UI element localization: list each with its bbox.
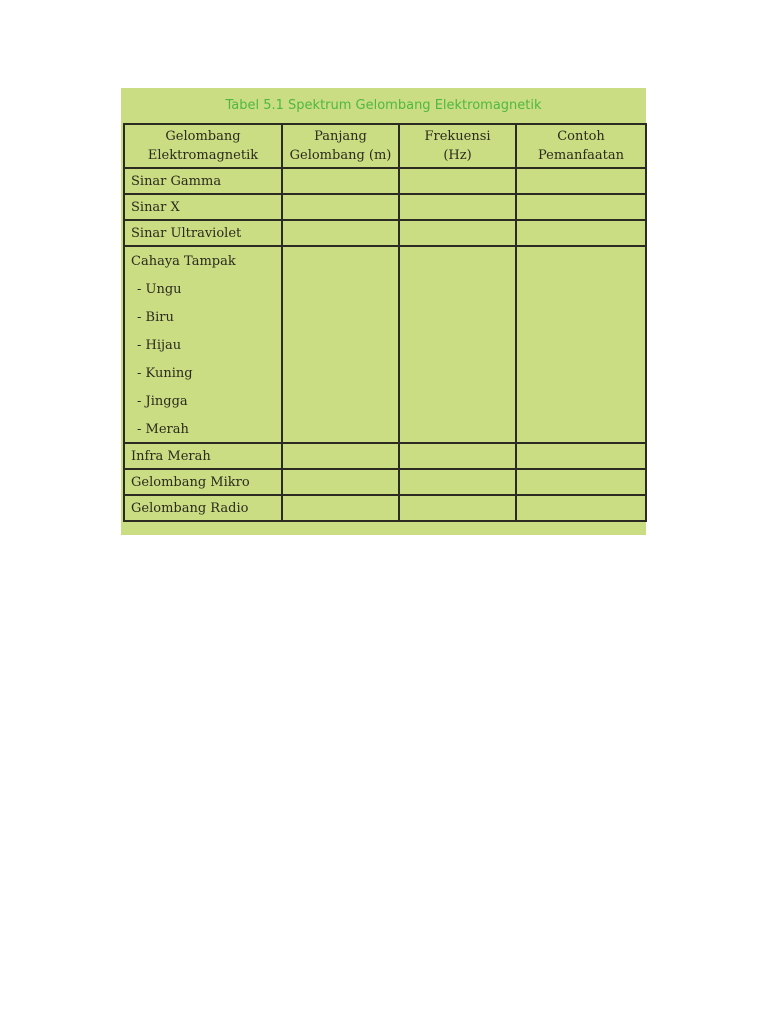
cell-frequency-infrared: [399, 443, 516, 469]
header-wavelength: [282, 124, 399, 168]
cell-usage-gamma: [516, 168, 646, 194]
table-row-uv: [124, 220, 646, 246]
row-name-visible-cell: [124, 246, 282, 443]
table-row-xray: [124, 194, 646, 220]
cell-wavelength-xray: [282, 194, 399, 220]
row-name-microwave: Gelombang Mikro: [124, 469, 282, 495]
header-wave-line1: Gelombang: [165, 129, 241, 144]
cell-frequency-microwave: [399, 469, 516, 495]
cell-usage-microwave: [516, 469, 646, 495]
visible-color-violet: - Ungu: [137, 282, 182, 297]
cell-wavelength-infrared: [282, 443, 399, 469]
table-panel: [121, 88, 646, 535]
cell-frequency-visible: [399, 246, 516, 443]
table-row-microwave: [124, 469, 646, 495]
header-wavelength-line1: Panjang: [314, 129, 367, 144]
header-usage-line1: Contoh: [557, 129, 605, 144]
cell-usage-radio: [516, 495, 646, 521]
cell-frequency-uv: [399, 220, 516, 246]
visible-color-red: - Merah: [137, 422, 189, 437]
row-name-gamma: Sinar Gamma: [124, 168, 282, 194]
cell-frequency-radio: [399, 495, 516, 521]
row-name-uv: Sinar Ultraviolet: [124, 220, 282, 246]
table-caption: Tabel 5.1 Spektrum Gelombang Elektromagnetik: [225, 98, 542, 113]
row-name-xray: Sinar X: [124, 194, 282, 220]
cell-wavelength-gamma: [282, 168, 399, 194]
header-frequency: [399, 124, 516, 168]
cell-frequency-gamma: [399, 168, 516, 194]
header-frequency-line2: (Hz): [443, 148, 472, 163]
row-name-infrared: Infra Merah: [124, 443, 282, 469]
header-usage-line2: Pemanfaatan: [538, 148, 624, 163]
visible-color-yellow: - Kuning: [137, 366, 193, 381]
cell-wavelength-radio: [282, 495, 399, 521]
row-name-radio: Gelombang Radio: [124, 495, 282, 521]
table-row-visible: [124, 246, 646, 443]
header-frequency-line1: Frekuensi: [424, 129, 491, 144]
visible-color-blue: - Biru: [137, 310, 174, 325]
cell-wavelength-microwave: [282, 469, 399, 495]
visible-color-orange: - Jingga: [137, 394, 188, 409]
header-row: [124, 124, 646, 168]
header-usage: [516, 124, 646, 168]
visible-color-green: - Hijau: [137, 338, 182, 353]
header-wavelength-line2: Gelombang (m): [289, 148, 392, 163]
spectrum-table: [123, 123, 647, 522]
cell-wavelength-uv: [282, 220, 399, 246]
header-wave: [124, 124, 282, 168]
table-row-gamma: [124, 168, 646, 194]
header-wave-line2: Elektromagnetik: [147, 148, 259, 163]
row-name-visible: Cahaya Tampak: [131, 254, 236, 269]
table-row-infrared: [124, 443, 646, 469]
table-row-radio: [124, 495, 646, 521]
cell-usage-infrared: [516, 443, 646, 469]
cell-usage-uv: [516, 220, 646, 246]
cell-usage-visible: [516, 246, 646, 443]
cell-frequency-xray: [399, 194, 516, 220]
cell-usage-xray: [516, 194, 646, 220]
cell-wavelength-visible: [282, 246, 399, 443]
